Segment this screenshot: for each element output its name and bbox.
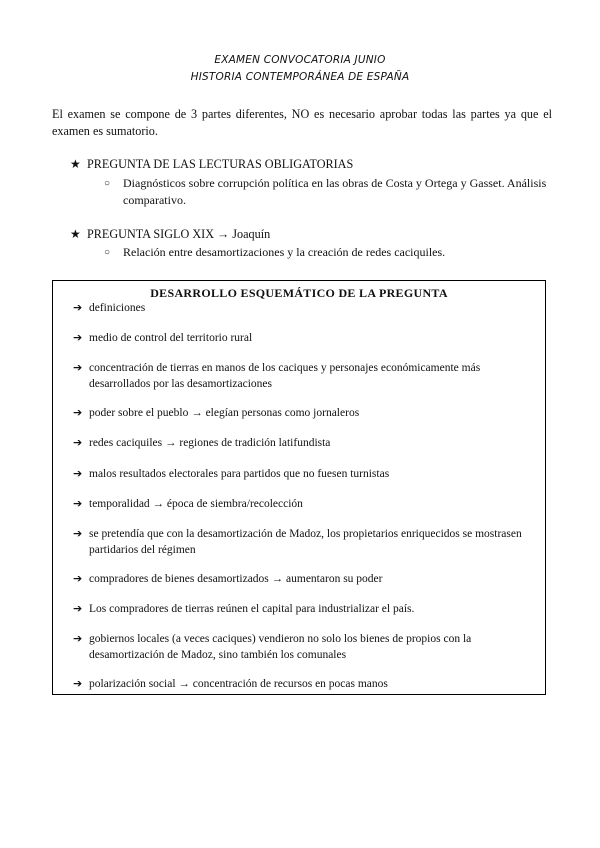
question-2-detail — [104, 244, 552, 261]
question-1 — [70, 156, 353, 173]
arrow-icon: ➔ — [73, 467, 83, 480]
arrow-icon: ➔ — [73, 602, 83, 615]
arrow-icon: ➔ — [73, 436, 83, 449]
arrow-icon: ➔ — [73, 677, 83, 690]
arrow-icon: ➔ — [73, 497, 83, 510]
outline-item: ➔ Los compradores de tierras reúnen el capital para industrializar el país. — [73, 602, 415, 615]
question-2 — [70, 226, 270, 243]
arrow-icon: ➔ — [73, 406, 83, 419]
question-2-detail-text: Relación entre desamortizaciones y la creación de redes caciquiles. — [123, 245, 446, 259]
outline-item: ➔ se pretendía que con la desamortización de Madoz, los propietarios enriquecidos se mostrasen partidarios del régimen — [73, 527, 522, 556]
circle-bullet-icon: ○ — [104, 178, 111, 189]
intro-paragraph: El examen se compone de 3 partes diferentes, NO es necesario aprobar todas las partes ya que el examen es sumatorio. — [52, 107, 552, 138]
arrow-icon: ➔ — [73, 361, 83, 374]
arrow-icon: ➔ — [73, 572, 83, 585]
outline-item: ➔ medio de control del territorio rural — [73, 331, 253, 344]
star-icon: ★ — [70, 227, 81, 241]
arrow-icon: ➔ — [73, 331, 83, 344]
outline-box — [52, 280, 546, 695]
outline-item: ➔ compradores de bienes desamortizados → aumentaron su poder — [73, 572, 383, 585]
outline-item: ➔ poder sobre el pueblo → elegían personas como jornaleros — [73, 406, 360, 419]
question-2-title: PREGUNTA SIGLO XIX → Joaquín — [87, 227, 271, 241]
outline-item: ➔ temporalidad → época de siembra/recolección — [73, 497, 303, 510]
subject-title: HISTORIA CONTEMPORÁNEA DE ESPAÑA — [190, 71, 410, 83]
question-1-title: PREGUNTA DE LAS LECTURAS OBLIGATORIAS — [87, 157, 354, 171]
question-1-detail — [104, 175, 552, 209]
outline-item: ➔ concentración de tierras en manos de los caciques y personajes económicamente más desarrollados por las desamortizaciones — [73, 361, 481, 390]
arrow-icon: ➔ — [73, 632, 83, 645]
circle-bullet-icon: ○ — [104, 247, 111, 258]
outline-item: ➔ gobiernos locales (a veces caciques) vendieron no solo los bienes de propios con la desamortización de Madoz, sino también los comunales — [73, 632, 472, 661]
outline-item: ➔ polarización social → concentración de recursos en pocas manos — [73, 677, 388, 690]
star-icon: ★ — [70, 157, 81, 171]
exam-title: EXAMEN CONVOCATORIA JUNIO — [214, 54, 386, 66]
question-1-detail-text: Diagnósticos sobre corrupción política en las obras de Costa y Ortega y Gasset. Análisis comparativo. — [123, 176, 547, 207]
arrow-icon: ➔ — [73, 301, 83, 314]
outline-item: ➔ malos resultados electorales para partidos que no fuesen turnistas — [73, 467, 390, 480]
outline-item: ➔ redes caciquiles → regiones de tradición latifundista — [73, 436, 331, 449]
outline-title: DESARROLLO ESQUEMÁTICO DE LA PREGUNTA — [150, 286, 448, 300]
outline-item: ➔ definiciones — [73, 301, 146, 314]
arrow-icon: ➔ — [73, 527, 83, 540]
